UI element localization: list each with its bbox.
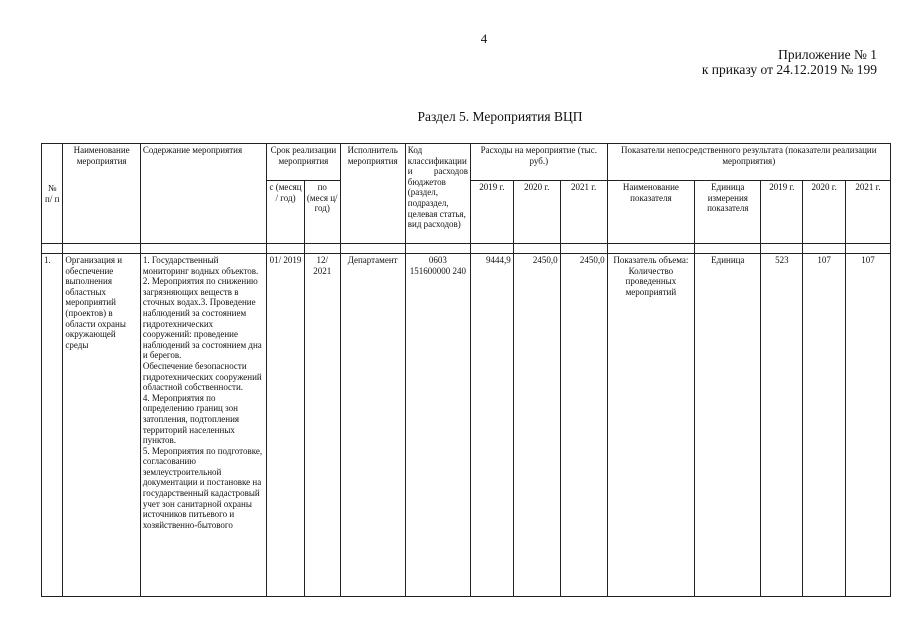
cell-indicator: Показатель объема: Количество проведенных мероприятий bbox=[607, 254, 695, 597]
content-item-5: 5. Мероприятия по подготовке, согласованию землеустроительной документации и постановке на государственный кадастровый учет зон санитарной охраны источников питьевого и хозяйственно-бытового bbox=[142, 445, 263, 530]
cell-content bbox=[140, 254, 266, 597]
appendix-line-1: Приложение № 1 bbox=[778, 47, 877, 62]
appendix-header bbox=[702, 47, 877, 77]
header-cost-year-2021: 2021 г. bbox=[560, 181, 607, 244]
cell-name: Организация и обеспечение выполнения областных мероприятий (проектов) в области охраны окружающей среды bbox=[63, 254, 140, 597]
header-code-line-2: и расходов bbox=[407, 166, 468, 177]
header-num: № п/ п bbox=[42, 144, 63, 244]
cell-code: 0603 151600000 240 bbox=[405, 254, 470, 597]
header-cost-year-2019: 2019 г. bbox=[471, 181, 514, 244]
header-code bbox=[405, 144, 470, 244]
cell-cost-2020: 2450,0 bbox=[513, 254, 560, 597]
header-result-year-2020: 2020 г. bbox=[803, 181, 846, 244]
cell-term-to: 12/ 2021 bbox=[304, 254, 340, 597]
header-code-line-1: Код классификации bbox=[407, 145, 467, 166]
content-item-3: Обеспечение безопасности гидротехнических сооружений областной собственности. bbox=[142, 360, 262, 393]
content-item-4: 4. Мероприятия по определению границ зон затопления, подтопления территорий населенных пунктов. bbox=[142, 392, 240, 446]
cell-result-2019: 523 bbox=[761, 254, 803, 597]
cell-num: 1. bbox=[42, 254, 63, 597]
header-executor: Исполнитель мероприятия bbox=[340, 144, 405, 244]
table-row bbox=[42, 254, 891, 597]
header-results: Показатели непосредственного результата (показатели реализации мероприятия) bbox=[607, 144, 890, 181]
header-term: Срок реализации мероприятия bbox=[267, 144, 340, 181]
header-row-1 bbox=[42, 144, 891, 181]
cell-result-2020: 107 bbox=[803, 254, 846, 597]
spacer-row bbox=[42, 244, 891, 254]
header-cost-year-2020: 2020 г. bbox=[513, 181, 560, 244]
header-result-year-2021: 2021 г. bbox=[846, 181, 891, 244]
appendix-line-2: к приказу от 24.12.2019 № 199 bbox=[701, 62, 877, 77]
cell-cost-2019: 9444,9 bbox=[471, 254, 514, 597]
content-item-1: 1. Государственный мониторинг водных объектов. bbox=[142, 255, 259, 276]
header-code-line-3: бюджетов (раздел, подраздел, целевая статья, вид расходов) bbox=[407, 176, 466, 230]
header-result-year-2019: 2019 г. bbox=[761, 181, 803, 244]
header-unit: Единица измерения показателя bbox=[695, 181, 761, 244]
measures-table bbox=[41, 143, 891, 597]
content-item-2: 2. Мероприятия по снижению загрязняющих веществ в сточных водах.3. Проведение наблюдений за состоянием гидротехнических сооружений: проведение наблюдений за состоянием дна и берегов. bbox=[142, 276, 262, 361]
section-title: Раздел 5. Мероприятия ВЦП bbox=[417, 109, 583, 124]
header-indicator-name: Наименование показателя bbox=[607, 181, 695, 244]
page-number: 4 bbox=[480, 31, 488, 46]
cell-cost-2021: 2450,0 bbox=[560, 254, 607, 597]
cell-executor: Департамент bbox=[340, 254, 405, 597]
cell-term-from: 01/ 2019 bbox=[267, 254, 305, 597]
header-content: Содержание мероприятия bbox=[140, 144, 266, 244]
cell-unit: Единица bbox=[695, 254, 761, 597]
cell-result-2021: 107 bbox=[846, 254, 891, 597]
header-term-from: с (месяц / год) bbox=[267, 181, 305, 244]
header-term-to: по (меся ц/ год) bbox=[304, 181, 340, 244]
header-name: Наименование мероприятия bbox=[63, 144, 140, 244]
header-costs: Расходы на мероприятие (тыс. руб.) bbox=[471, 144, 608, 181]
